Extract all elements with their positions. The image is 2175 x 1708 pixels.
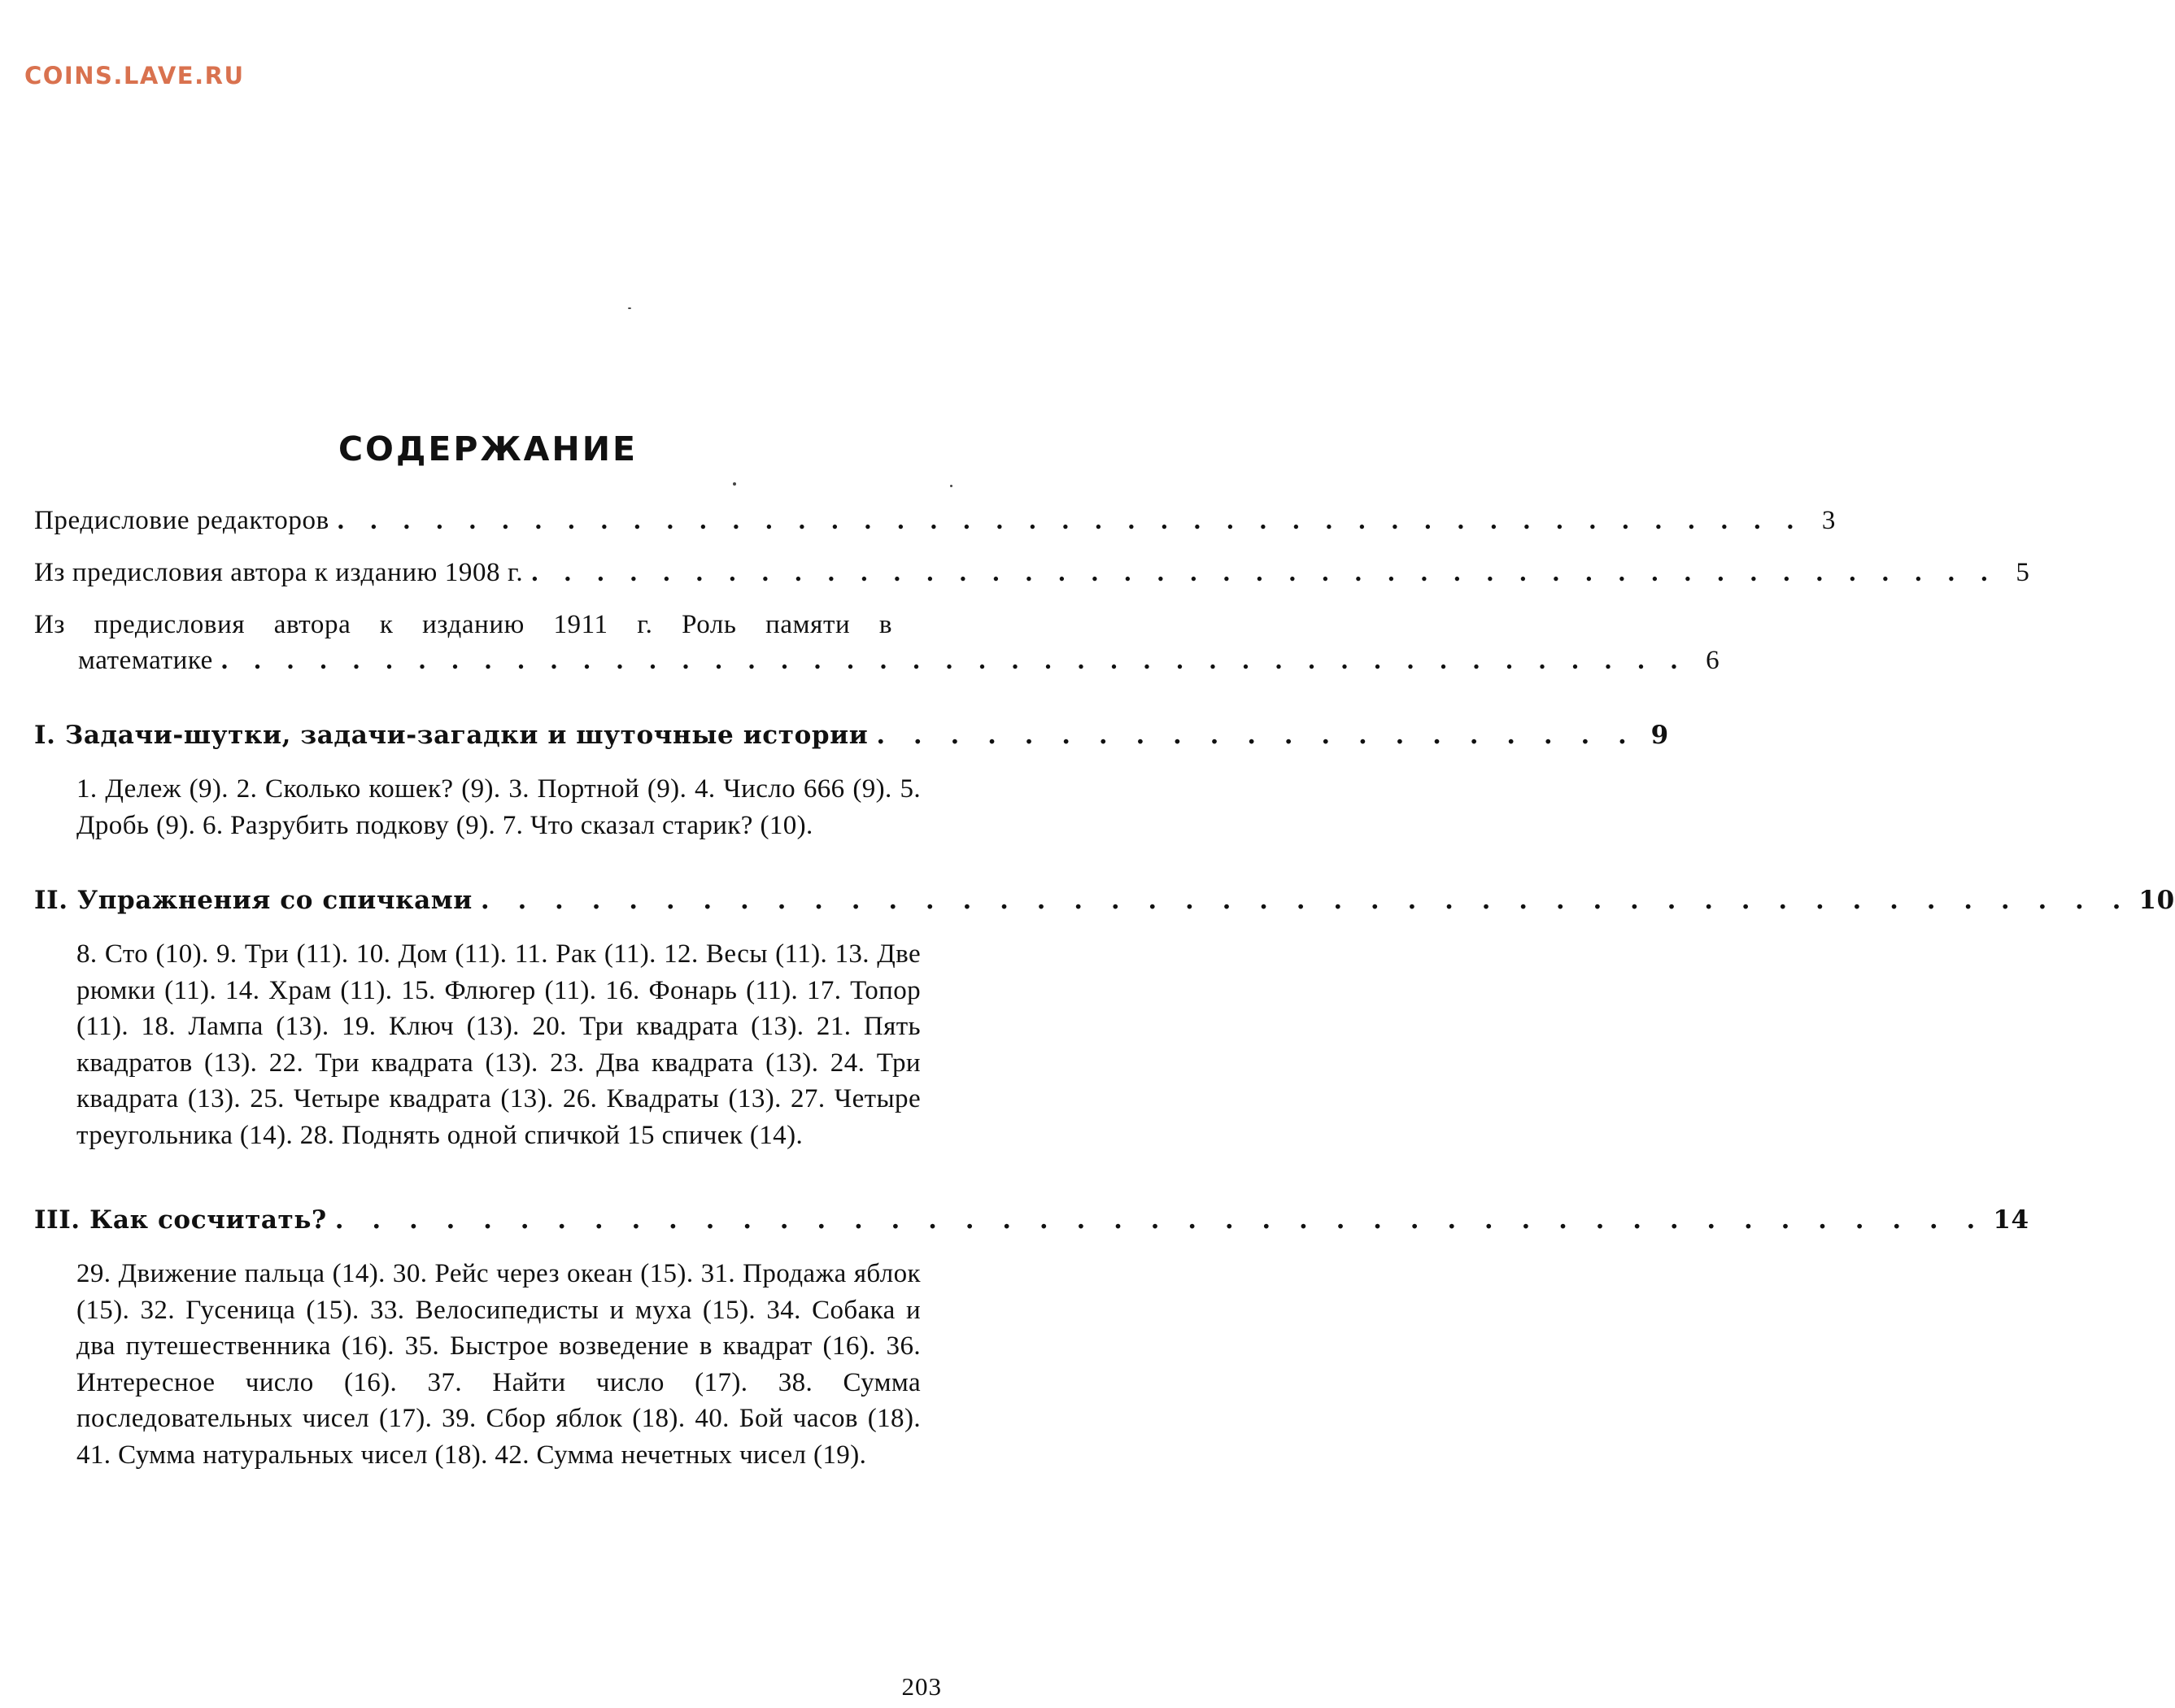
section-page: 14 xyxy=(1993,1205,2029,1235)
page-number: 203 xyxy=(901,1672,942,1701)
toc-entry-title-cont: математике xyxy=(78,646,213,675)
toc-section xyxy=(34,1202,2029,1473)
toc-entry-title: Из предисловия автора к изданию 1911 г. Роль памяти в xyxy=(34,610,892,639)
toc-entry-page: 6 xyxy=(1706,646,1720,675)
scan-speck xyxy=(733,482,736,486)
toc-entry xyxy=(34,503,1837,538)
section-items: 8. Сто (10). 9. Три (11). 10. Дом (11). 11. Рак (11). 12. Весы (11). 13. Две рюмки (11). 14. Храм (11). 15. Флюгер (11). 16. Фонарь (11). 17. Топор (11). 18. Лампа (13). 19. Ключ (13). 20. Три квадрата (13). 21. Пять квадратов (13). 22. Три квадрата (13). 23. Два квадрата (13). 24. Три квадрата (13). 25. Четыре квадрата (13). 26. Квадраты (13). 27. Четыре треугольника (14). 28. Поднять одной спичкой 15 спичек (14). xyxy=(76,939,921,1150)
section-page: 9 xyxy=(1650,721,1669,750)
leader-dots: . . . . . . . . . . . . . . . . . . . . . . . . . . . . . . . . . . . . . . . . . . . . . xyxy=(220,646,1688,675)
section-items: 29. Движение пальца (14). 30. Рейс через океан (15). 31. Продажа яблок (15). 32. Гусеница (15). 33. Велосипедисты и муха (15). 34. Собака и два путешественника (16). 35. Быстрое возведение в квадрат (16). 36. Интересное число (16). 37. Найти число (17). 38. Сумма последовательных чисел (17). 39. Сбор яблок (18). 40. Бой часов (18). 41. Сумма натуральных чисел (18). 42. Сумма нечетных чисел (19). xyxy=(76,1259,921,1470)
section-items: 1. Дележ (9). 2. Сколько кошек? (9). 3. Портной (9). 4. Число 666 (9). 5. Дробь (9). 6. Разрубить подкову (9). 7. Что сказал старик? (10). xyxy=(76,774,921,840)
table-of-contents xyxy=(34,503,2175,1473)
leader-dots: . . . . . . . . . . . . . . . . . . . . . . . . . . . . . . . . . . . . . . . . . . . . . xyxy=(337,506,1804,535)
toc-entry-title: Из предисловия автора к изданию 1908 г. xyxy=(34,558,524,587)
toc-section xyxy=(34,717,1669,843)
toc-entry xyxy=(34,607,1720,678)
leader-dots: . . . . . . . . . . . . . . . . . . . . . xyxy=(876,721,1637,750)
watermark: COINS.LAVE.RU xyxy=(24,62,245,89)
section-title: II. Упражнения со спичками xyxy=(34,886,473,915)
page-title: СОДЕРЖАНИЕ xyxy=(338,429,639,468)
leader-dots: . . . . . . . . . . . . . . . . . . . . . . . . . . . . . . . . . . . . . . . . . . . . . xyxy=(531,558,1998,587)
leader-dots: . . . . . . . . . . . . . . . . . . . . . . . . . . . . . . . . . . . . . . . . . . . . . xyxy=(480,886,2131,915)
section-title: I. Задачи-шутки, задачи-загадки и шуточные истории xyxy=(34,721,869,750)
toc-entry xyxy=(34,555,2030,590)
toc-entry-page: 3 xyxy=(1821,506,1837,535)
toc-entry-title: Предисловие редакторов xyxy=(34,506,329,535)
toc-section xyxy=(34,882,2175,1153)
leader-dots: . . . . . . . . . . . . . . . . . . . . . . . . . . . . . . . . . . . . . . . . . . . . . xyxy=(334,1205,1985,1235)
toc-entry-page: 5 xyxy=(2016,558,2030,587)
section-page: 10 xyxy=(2138,886,2175,915)
scan-speck xyxy=(628,307,631,309)
scan-speck xyxy=(950,485,952,487)
section-title: III. Как сосчитать? xyxy=(34,1205,327,1235)
